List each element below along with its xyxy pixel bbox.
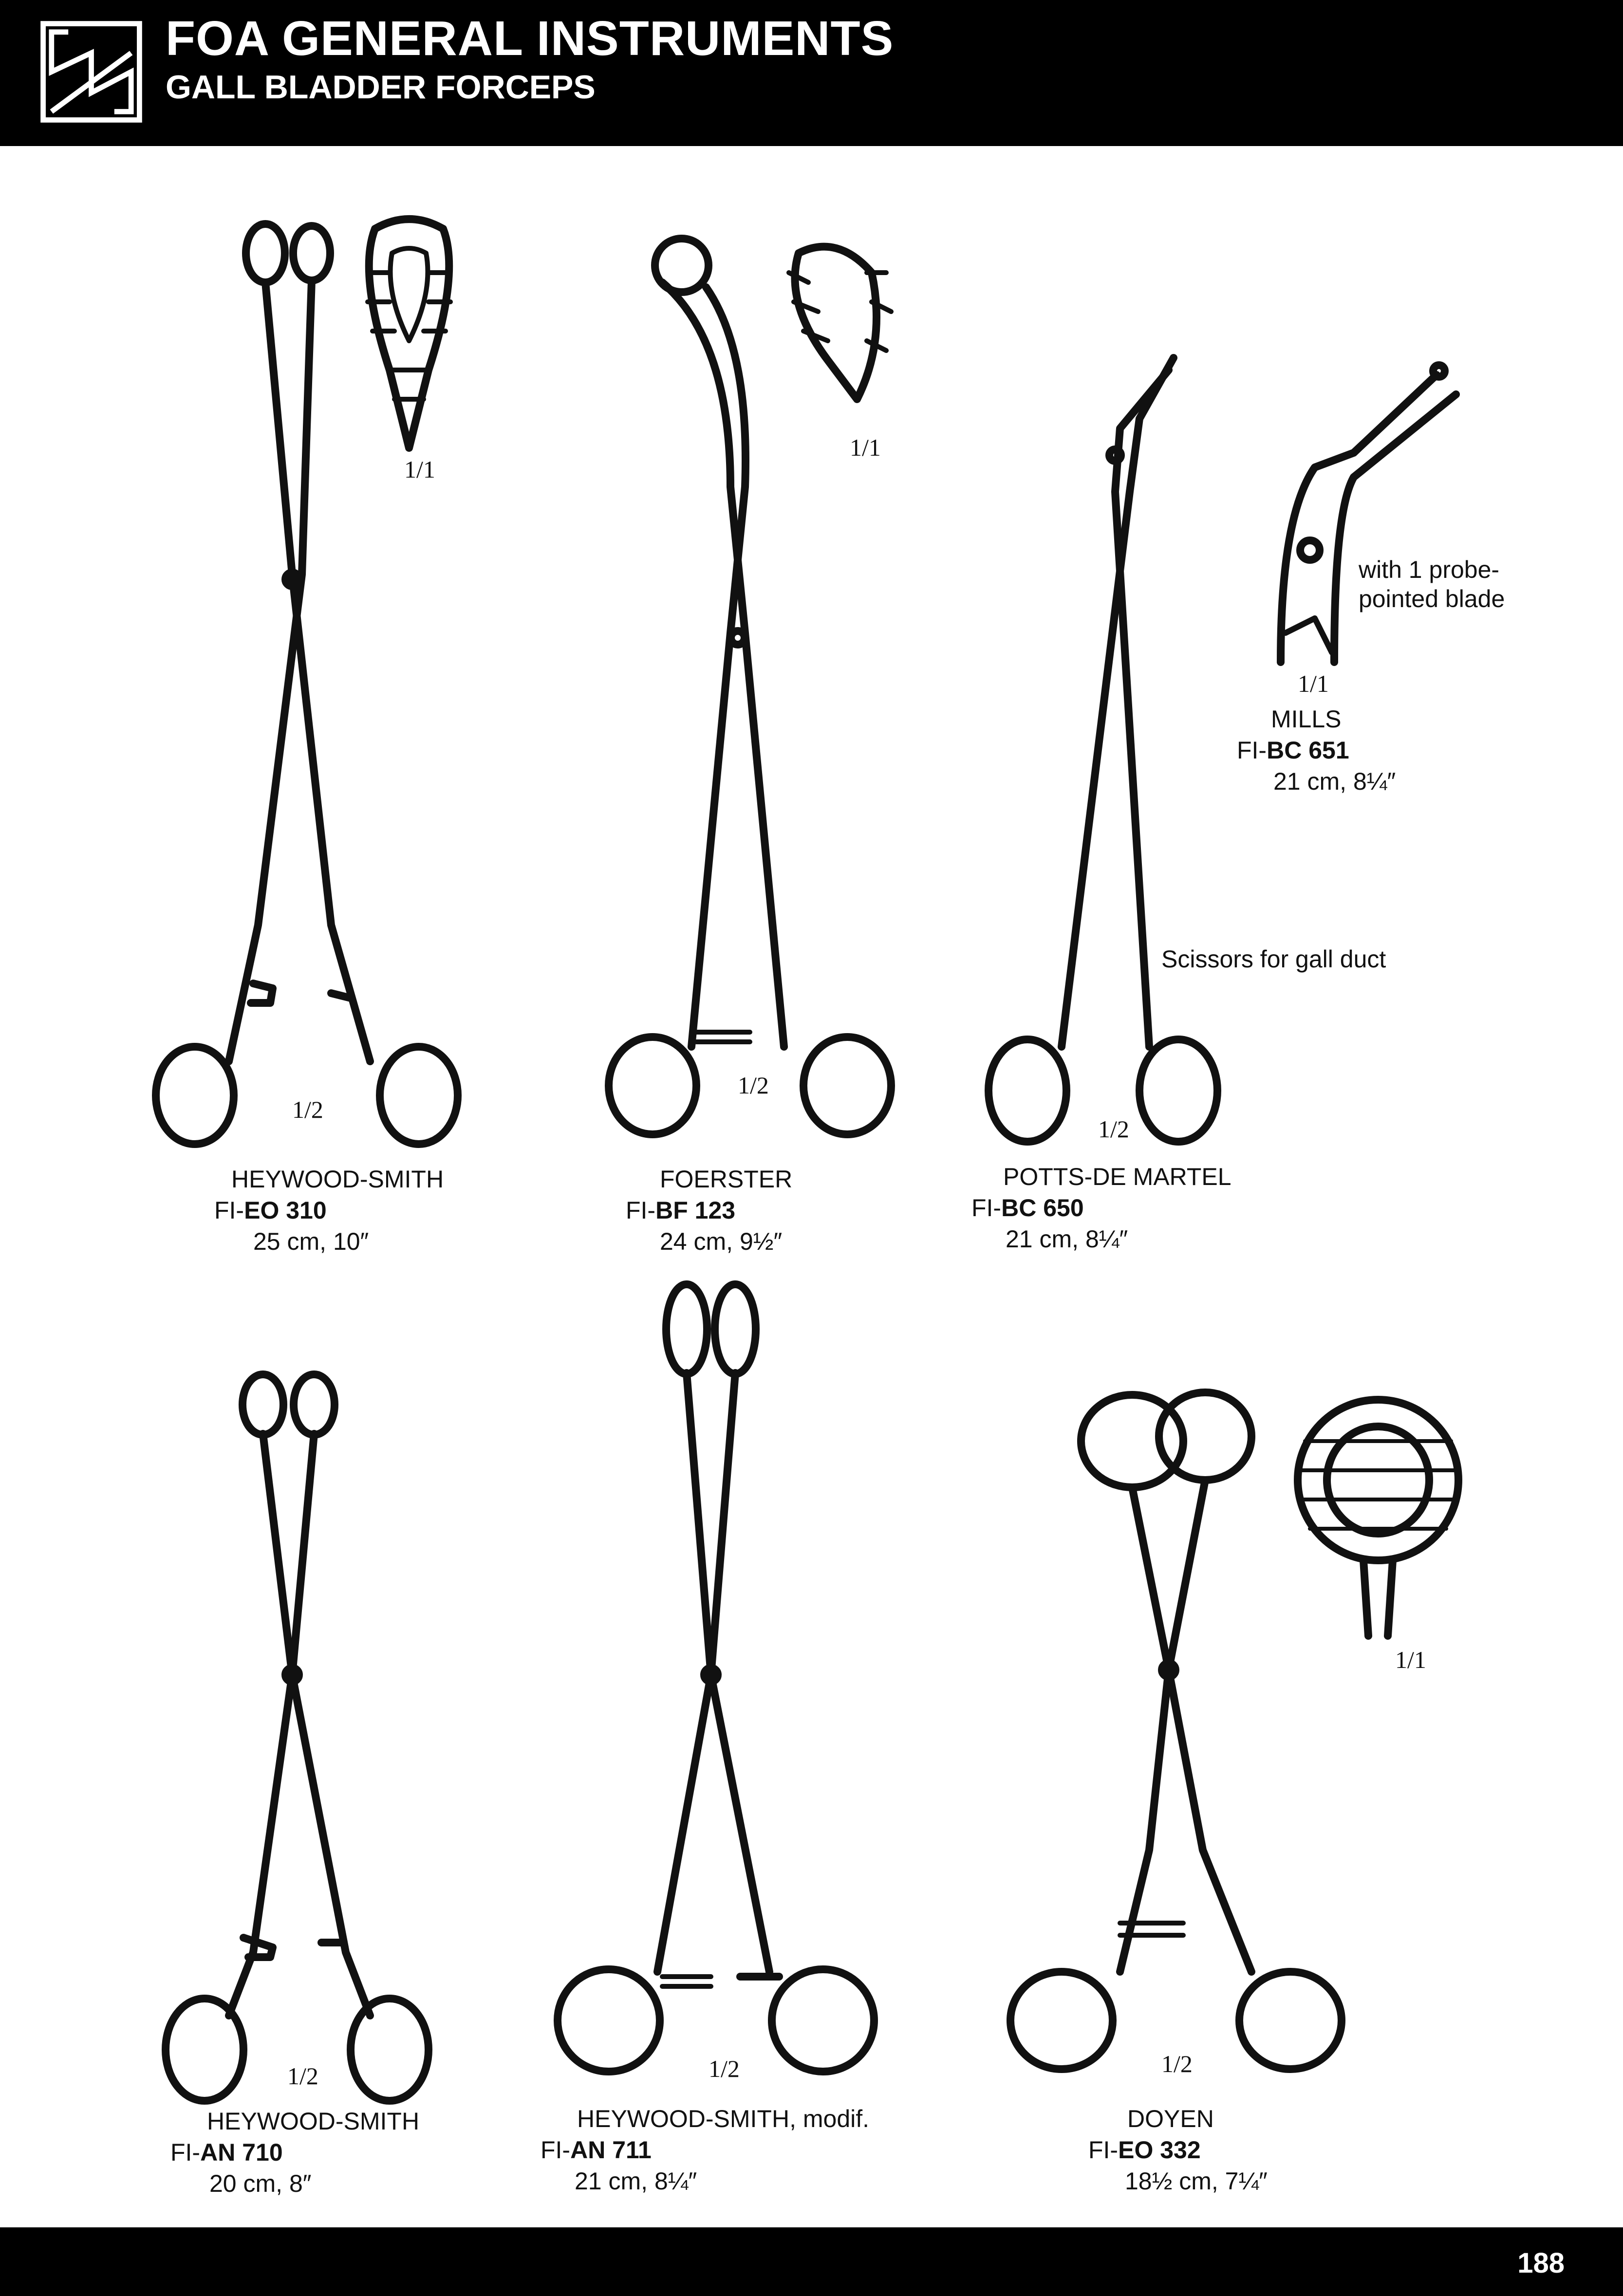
jaw-detail-bf123 xyxy=(789,247,891,399)
caption-eo310 xyxy=(214,1164,444,1257)
scale-label: 1/1 xyxy=(1395,1646,1426,1673)
brand-title: FOA GENERAL INSTRUMENTS xyxy=(166,11,894,66)
ring-detail-eo332 xyxy=(1298,1400,1458,1636)
instrument-code: FI-EO 310 xyxy=(214,1197,327,1224)
instrument-name: FOERSTER xyxy=(660,1166,793,1193)
instrument-name: HEYWOOD-SMITH, modif. xyxy=(577,2105,870,2132)
gall-duct-note: Scissors for gall duct xyxy=(1161,945,1386,973)
caption-an710 xyxy=(170,2106,419,2199)
instrument-size: 24 cm, 9½″ xyxy=(660,1228,783,1255)
scissors-drawing-bc650 xyxy=(989,358,1217,1142)
caption-eo332 xyxy=(1088,2103,1268,2197)
instrument-size: 20 cm, 8″ xyxy=(209,2170,312,2197)
instrument-name: MILLS xyxy=(1271,705,1342,733)
instrument-name: POTTS-DE MARTEL xyxy=(1003,1163,1231,1190)
instrument-size: 25 cm, 10″ xyxy=(253,1228,369,1255)
scale-label: 1/1 xyxy=(404,456,435,483)
instrument-size: 21 cm, 8¼″ xyxy=(1006,1225,1128,1253)
instrument-code: FI-BF 123 xyxy=(626,1197,736,1224)
scale-label: 1/2 xyxy=(738,1072,769,1099)
instrument-name: HEYWOOD-SMITH xyxy=(207,2108,420,2135)
instrument-size: 21 cm, 8¼″ xyxy=(1273,768,1396,795)
scissors-detail-bc651 xyxy=(1281,365,1456,662)
caption-an711 xyxy=(541,2103,869,2197)
page-number: 188 xyxy=(1517,2247,1565,2279)
instrument-size: 21 cm, 8¼″ xyxy=(575,2167,697,2195)
instrument-name: HEYWOOD-SMITH xyxy=(231,1166,444,1193)
mills-note: with 1 probe- pointed blade xyxy=(1359,556,1505,612)
page-footer xyxy=(0,2227,1623,2296)
scale-label: 1/2 xyxy=(287,2062,318,2090)
instrument-code: FI-BC 651 xyxy=(1237,737,1349,764)
instrument-code: FI-BC 650 xyxy=(971,1194,1084,1222)
instrument-code: FI-EO 332 xyxy=(1088,2136,1201,2164)
forceps-drawing-eo332 xyxy=(1010,1392,1342,2069)
caption-bf123 xyxy=(626,1164,792,1257)
scale-label: 1/1 xyxy=(850,434,881,461)
forceps-drawing-eo310 xyxy=(156,224,458,1144)
forceps-drawing-an711 xyxy=(558,1284,874,2072)
forceps-drawing-bf123 xyxy=(609,239,891,1134)
instrument-name: DOYEN xyxy=(1127,2105,1214,2132)
instrument-code: FI-AN 711 xyxy=(541,2136,652,2164)
forceps-drawing-an710 xyxy=(166,1374,429,2101)
scale-label: 1/1 xyxy=(1298,670,1329,697)
instrument-size: 18½ cm, 7¼″ xyxy=(1125,2167,1268,2195)
caption-bc651 xyxy=(1237,704,1396,797)
jaw-detail-eo310 xyxy=(368,219,450,448)
section-title: GALL BLADDER FORCEPS xyxy=(166,69,596,106)
scale-label: 1/2 xyxy=(292,1096,323,1123)
scale-label: 1/2 xyxy=(709,2055,740,2082)
caption-bc650 xyxy=(971,1161,1231,1255)
scale-label: 1/2 xyxy=(1161,2050,1193,2077)
scale-label: 1/2 xyxy=(1098,1115,1129,1143)
instrument-code: FI-AN 710 xyxy=(170,2139,283,2166)
